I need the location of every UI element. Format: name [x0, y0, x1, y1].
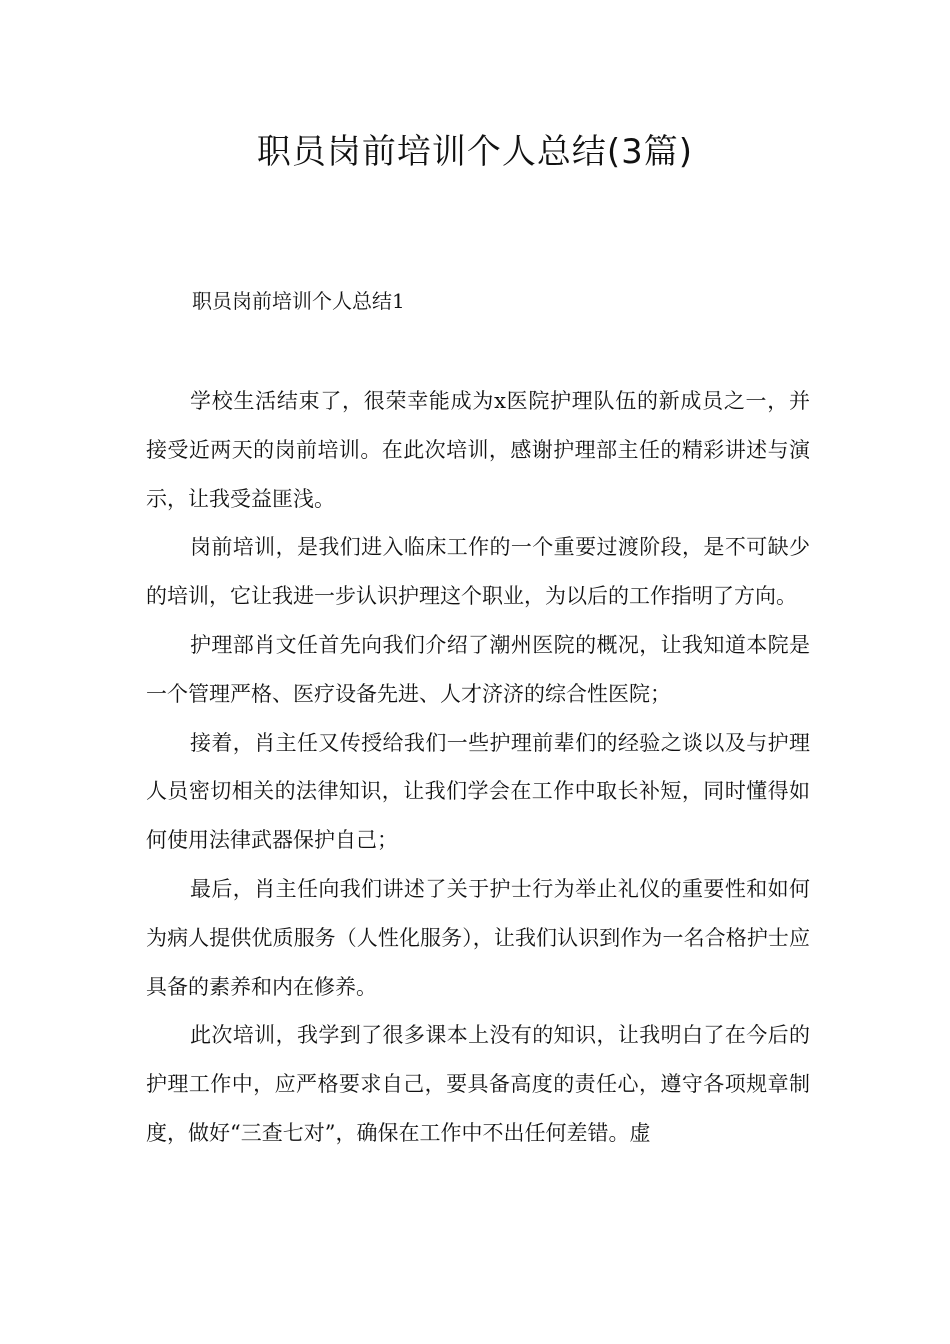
- paragraph-6: 此次培训，我学到了很多课本上没有的知识，让我明白了在今后的护理工作中，应严格要求自己，要具备高度的责任心，遵守各项规章制度，做好“三查七对”，确保在工作中不出任何差错。虚: [146, 1023, 810, 1145]
- document-title: 职员岗前培训个人总结(3篇): [256, 132, 694, 172]
- paragraph-3: 护理部肖文任首先向我们介绍了潮州医院的概况，让我知道本院是一个管理严格、医疗设备先进、人才济济的综合性医院；: [146, 632, 810, 706]
- paragraph-4: 接着，肖主任又传授给我们一些护理前辈们的经验之谈以及与护理人员密切相关的法律知识，让我们学会在工作中取长补短，同时懂得如何使用法律武器保护自己；: [146, 730, 810, 853]
- paragraph-2: 岗前培训，是我们进入临床工作的一个重要过渡阶段，是不可缺少的培训，它让我进一步认识护理这个职业，为以后的工作指明了方向。: [146, 535, 810, 609]
- section-heading: 职员岗前培训个人总结1: [192, 289, 405, 313]
- paragraph-5: 最后，肖主任向我们讲述了关于护士行为举止礼仪的重要性和如何为病人提供优质服务（人性化服务），让我们认识到作为一名合格护士应具备的素养和内在修养。: [146, 876, 810, 999]
- body-text: [146, 377, 810, 1158]
- paragraph-1: 学校生活结束了，很荣幸能成为x医院护理队伍的新成员之一，并接受近两天的岗前培训。在此次培训，感谢护理部主任的精彩讲述与演示，让我受益匪浅。: [146, 389, 810, 511]
